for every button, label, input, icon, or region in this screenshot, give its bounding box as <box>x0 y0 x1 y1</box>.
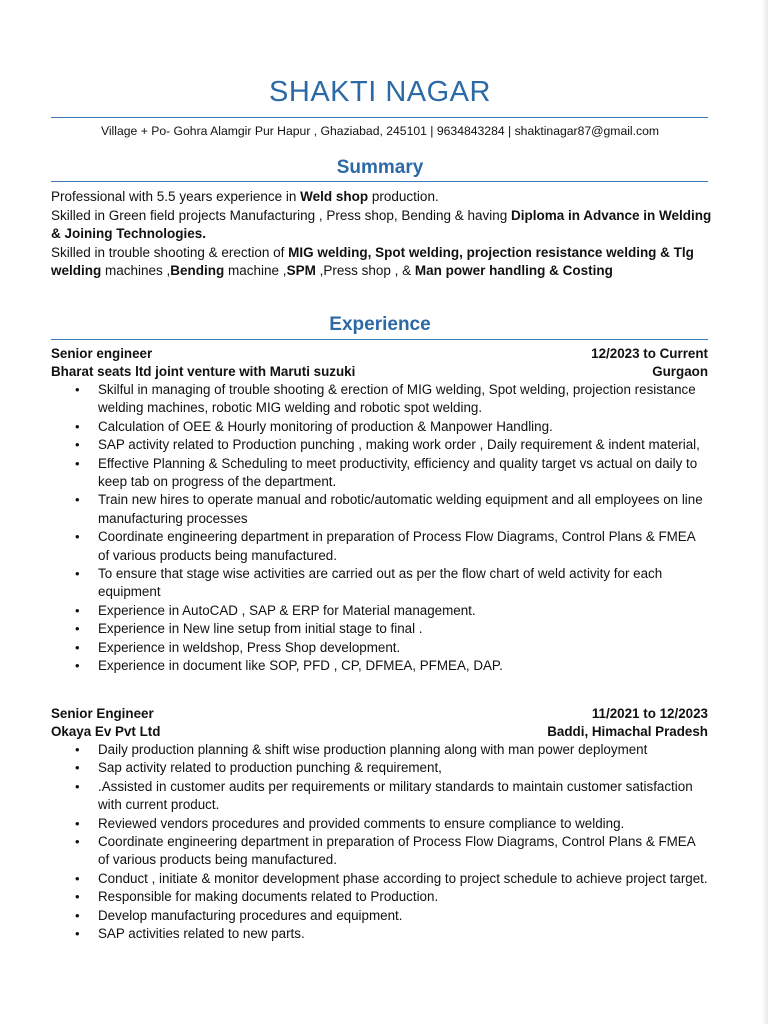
list-item: • Coordinate engineering department in preparation of Process Flow Diagrams, Control Plans & FMEA of various products being manufactured. <box>98 833 708 870</box>
summary-line-skills <box>51 207 713 244</box>
job-title: Senior Engineer <box>51 706 154 721</box>
summary-line-welding <box>51 244 713 281</box>
experience-divider <box>51 339 708 340</box>
summary-bold: SPM <box>286 263 316 278</box>
job-company: Bharat seats ltd joint venture with Maruti suzuki <box>51 364 356 379</box>
summary-text: production. <box>368 189 439 204</box>
job-dates: 12/2023 to Current <box>591 346 708 361</box>
summary-text: Skilled in trouble shooting & erection of <box>51 244 289 260</box>
summary-line-experience <box>51 188 713 207</box>
summary-heading: Summary <box>336 157 424 178</box>
summary-section <box>51 188 713 281</box>
list-item: • Develop manufacturing procedures and equipment. <box>98 907 708 925</box>
candidate-name: SHAKTI NAGAR <box>269 76 491 108</box>
summary-bold: MIG welding, Spot welding, projection resistance welding & Tlg welding <box>51 244 694 278</box>
list-item: • Conduct , initiate & monitor development phase according to project schedule to achieve project target. <box>98 870 708 888</box>
job-title: Senior engineer <box>51 346 153 361</box>
summary-text: Professional with 5.5 years experience in <box>51 189 301 204</box>
job-title-row <box>51 705 708 723</box>
summary-text: machine , <box>224 263 287 278</box>
list-item: • Effective Planning & Scheduling to meet productivity, efficiency and quality target vs actual on daily to keep tab on progress of the department. <box>98 455 708 492</box>
job-entry-okaya-ev <box>51 705 708 943</box>
list-item: • Train new hires to operate manual and robotic/automatic welding equipment and all employees on line manufacturing processes <box>98 491 708 528</box>
list-item: • Responsible for making documents related to Production. <box>98 888 708 906</box>
job-location: Gurgaon <box>652 364 708 379</box>
experience-heading: Experience <box>329 314 431 335</box>
list-item: • .Assisted in customer audits per requirements or military standards to maintain customer satisfaction with current product. <box>98 778 708 815</box>
summary-bold: Diploma in Advance in Welding & Joining Technologies. <box>51 207 712 241</box>
job-company: Okaya Ev Pvt Ltd <box>51 724 161 739</box>
list-item: • Calculation of OEE & Hourly monitoring of production & Manpower Handling. <box>98 418 708 436</box>
list-item: • Reviewed vendors procedures and provided comments to ensure compliance to welding. <box>98 815 708 833</box>
summary-bold: Bending <box>170 263 225 278</box>
list-item: • SAP activities related to new parts. <box>98 925 708 943</box>
contact-line: Village + Po- Gohra Alamgir Pur Hapur , Ghaziabad, 245101 | 9634843284 | shaktinagar87@gmail.com <box>100 124 660 138</box>
summary-text: machines , <box>101 263 171 278</box>
job-dates: 11/2021 to 12/2023 <box>591 706 708 721</box>
job-title-row <box>51 345 708 363</box>
list-item: • Experience in document like SOP, PFD , CP, DFMEA, PFMEA, DAP. <box>98 657 708 675</box>
summary-divider <box>51 181 708 182</box>
list-item: • Sap activity related to production punching & requirement, <box>98 759 708 777</box>
list-item: • SAP activity related to Production punching , making work order , Daily requirement & indent material, <box>98 436 708 454</box>
job-company-row <box>51 723 708 741</box>
summary-text: Skilled in Green field projects Manufacturing , Press shop, Bending & having <box>51 207 512 223</box>
list-item: • Experience in AutoCAD , SAP & ERP for Material management. <box>98 602 708 620</box>
summary-bold: Weld shop <box>300 189 369 204</box>
job-company-row <box>51 363 708 381</box>
list-item: • Experience in weldshop, Press Shop development. <box>98 639 708 657</box>
job-responsibilities-list <box>51 741 708 943</box>
summary-bold: Man power handling & Costing <box>414 263 613 278</box>
job-responsibilities-list <box>51 381 708 676</box>
job-entry-bharat-seats <box>51 345 708 676</box>
list-item: • Experience in New line setup from initial stage to final . <box>98 620 708 638</box>
job-location: Baddi, Himachal Pradesh <box>547 724 708 739</box>
list-item: • Coordinate engineering department in preparation of Process Flow Diagrams, Control Plans & FMEA of various products being manufactured. <box>98 528 708 565</box>
list-item: • Skilful in managing of trouble shooting & erection of MIG welding, Spot welding, projection resistance welding machines, robotic MIG welding and robotic spot welding. <box>98 381 708 418</box>
summary-text: ,Press shop , & <box>315 263 415 278</box>
list-item: • To ensure that stage wise activities are carried out as per the flow chart of weld activity for each equipment <box>98 565 708 602</box>
list-item: • Daily production planning & shift wise production planning along with man power deployment <box>98 741 708 759</box>
header-divider <box>51 117 708 118</box>
page-edge-shadow <box>762 0 768 1024</box>
